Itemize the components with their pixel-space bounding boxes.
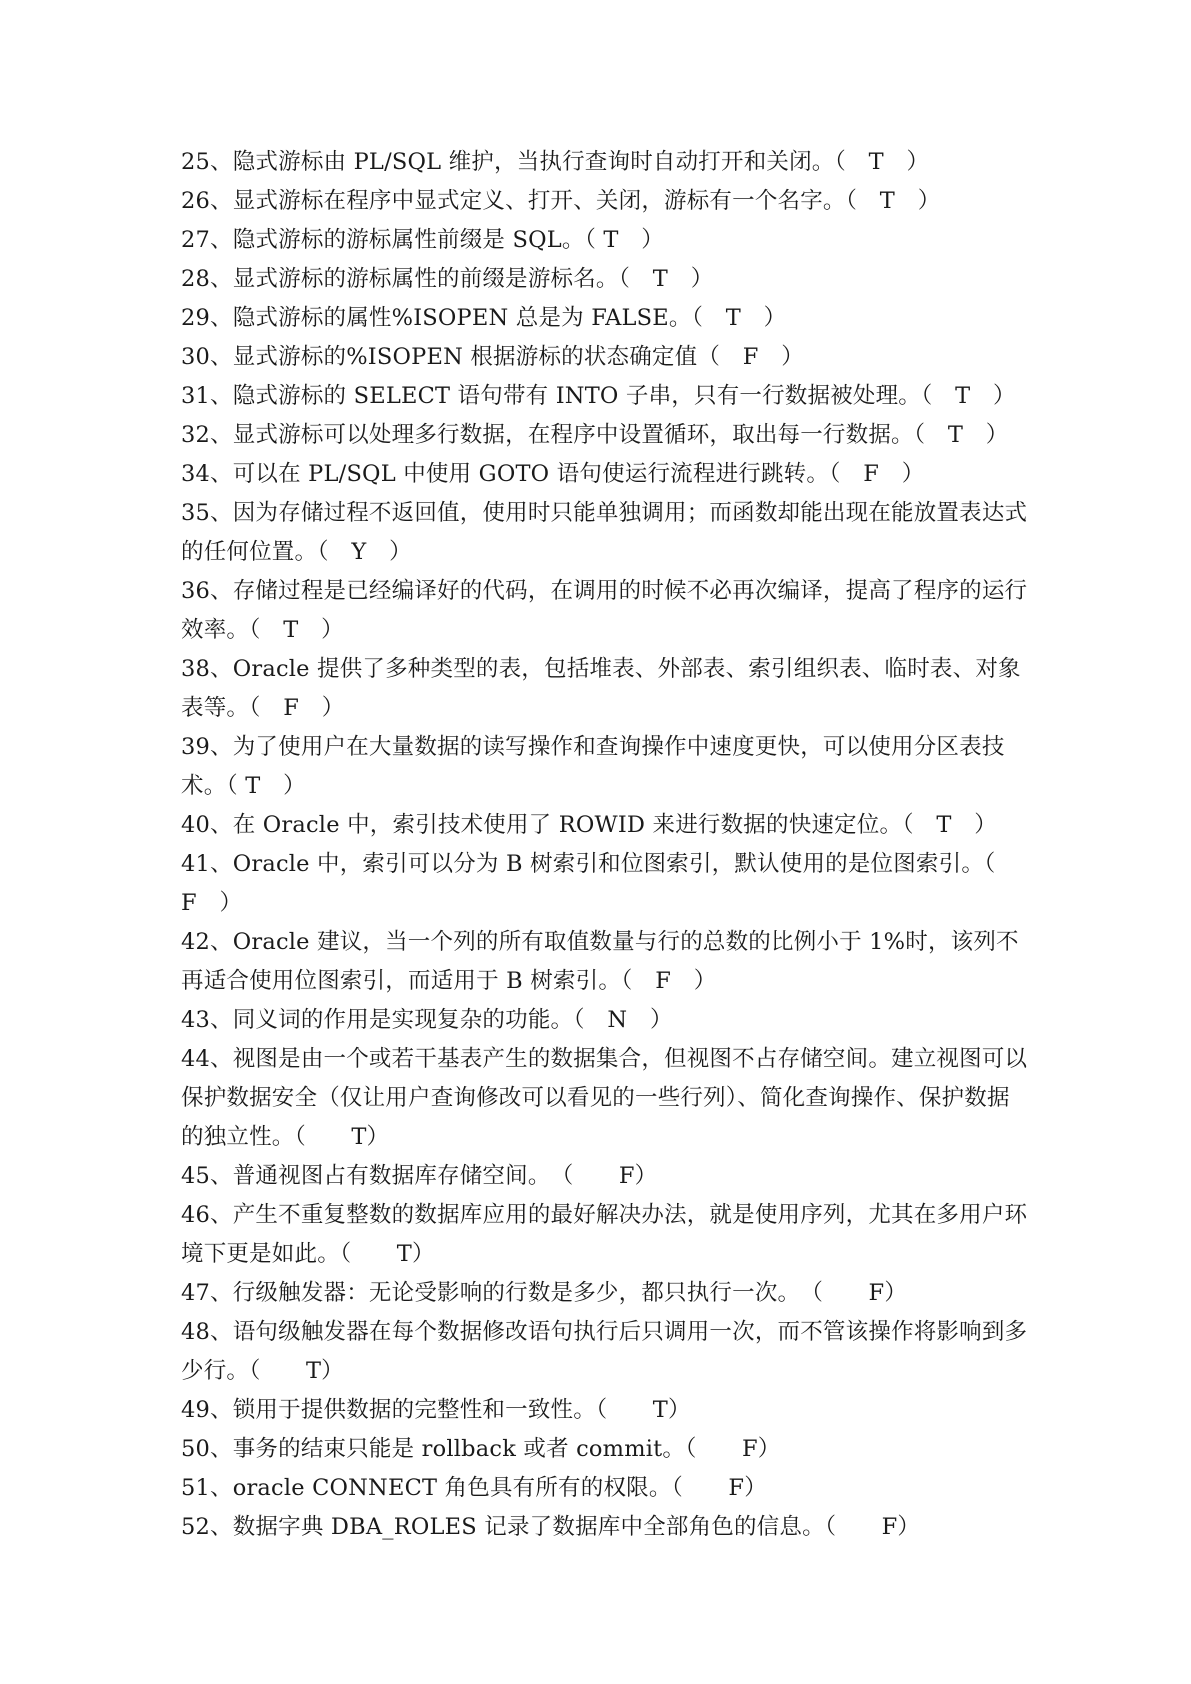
question-52: 52、数据字典 DBA_ROLES 记录了数据库中全部角色的信息。（ F） xyxy=(181,1514,921,1540)
question-45: 45、普通视图占有数据库存储空间。 （ F） xyxy=(181,1163,658,1189)
question-43: 43、同义词的作用是实现复杂的功能。（ N ） xyxy=(181,1007,673,1033)
question-47: 47、行级触发器：无论受影响的行数是多少，都只执行一次。 （ F） xyxy=(181,1280,908,1306)
question-28: 28、显式游标的游标属性的前缀是游标名。（ T ） xyxy=(181,266,714,292)
question-34: 34、可以在 PL/SQL 中使用 GOTO 语句使运行流程进行跳转。（ F ） xyxy=(181,461,925,487)
question-32: 32、显式游标可以处理多行数据，在程序中设置循环，取出每一行数据。（ T ） xyxy=(181,422,1009,448)
question-36: 36、存储过程是已经编译好的代码，在调用的时候不必再次编译，提高了程序的运行效率。（ T ） xyxy=(181,578,1028,643)
question-46: 46、产生不重复整数的数据库应用的最好解决办法，就是使用序列，尤其在多用户环境下更是如此。（ T） xyxy=(181,1202,1028,1267)
question-35: 35、因为存储过程不返回值，使用时只能单独调用；而函数却能出现在能放置表达式的任何位置。（ Y ） xyxy=(181,500,1028,565)
question-40: 40、在 Oracle 中，索引技术使用了 ROWID 来进行数据的快速定位。（ T ） xyxy=(181,812,997,838)
question-41: 41、Oracle 中，索引可以分为 B 树索引和位图索引，默认使用的是位图索引。（ F ） xyxy=(181,851,1019,916)
question-29: 29、隐式游标的属性%ISOPEN 总是为 FALSE。（ T ） xyxy=(181,305,787,331)
question-51: 51、oracle CONNECT 角色具有所有的权限。（ F） xyxy=(181,1475,767,1501)
question-30: 30、显式游标的%ISOPEN 根据游标的状态确定值（ F ） xyxy=(181,344,804,370)
question-39: 39、为了使用户在大量数据的读写操作和查询操作中速度更快，可以使用分区表技术。（ T ） xyxy=(181,734,1005,799)
question-38: 38、Oracle 提供了多种类型的表，包括堆表、外部表、索引组织表、临时表、对象表等。（ F ） xyxy=(181,656,1021,721)
question-42: 42、Oracle 建议，当一个列的所有取值数量与行的总数的比例小于 1%时，该列不再适合使用位图索引，而适用于 B 树索引。（ F ） xyxy=(181,929,1019,994)
question-25: 25、隐式游标由 PL/SQL 维护，当执行查询时自动打开和关闭。（ T ） xyxy=(181,149,930,175)
question-48: 48、语句级触发器在每个数据修改语句执行后只调用一次，而不管该操作将影响到多少行。（ T） xyxy=(181,1319,1028,1384)
question-50: 50、事务的结束只能是 rollback 或者 commit。（ F） xyxy=(181,1436,781,1462)
question-44: 44、视图是由一个或若干基表产生的数据集合，但视图不占存储空间。建立视图可以保护数据安全（仅让用户查询修改可以看见的一些行列）、简化查询操作、保护数据的独立性。（ T） xyxy=(181,1046,1028,1150)
question-31: 31、隐式游标的 SELECT 语句带有 INTO 子串，只有一行数据被处理。（ T ） xyxy=(181,383,1016,409)
question-26: 26、显式游标在程序中显式定义、打开、关闭，游标有一个名字。（ T ） xyxy=(181,188,941,214)
document-page xyxy=(181,143,1031,1547)
question-49: 49、锁用于提供数据的完整性和一致性。（ T） xyxy=(181,1397,691,1423)
question-27: 27、隐式游标的游标属性前缀是 SQL。（ T ） xyxy=(181,227,664,253)
